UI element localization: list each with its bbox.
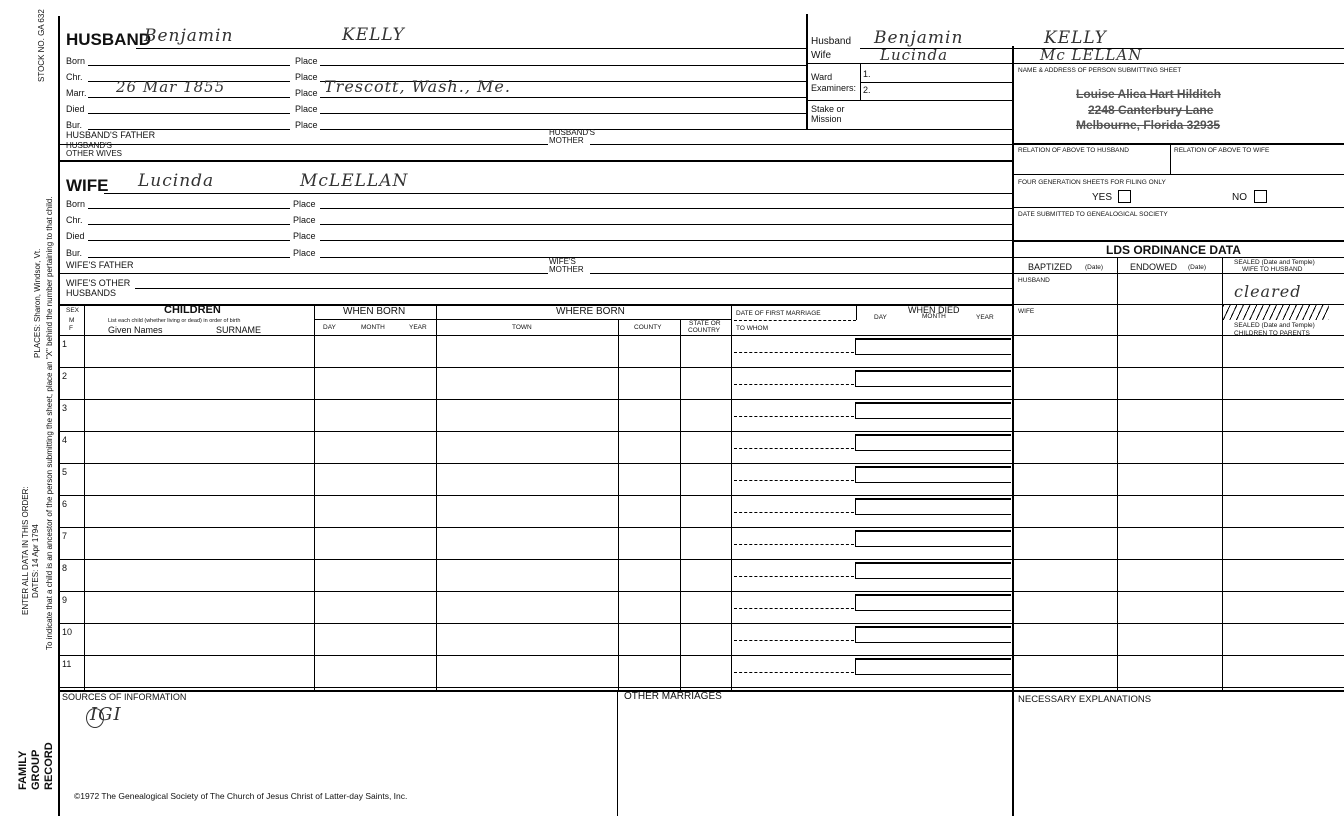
- when-died-field[interactable]: [855, 562, 1011, 579]
- row-separator: [58, 623, 1344, 624]
- sex-label: SEX: [66, 307, 80, 314]
- children-instruction: List each child (whether living or dead) in order of birth: [108, 318, 241, 324]
- when-died-field[interactable]: [855, 338, 1011, 355]
- when-died-header: WHEN DIED: [908, 305, 960, 315]
- stake-label-2: Mission: [811, 114, 842, 124]
- places-instruction: PLACES: Sharon, Windsor, Vt.: [33, 248, 42, 358]
- row-separator: [58, 367, 1344, 368]
- endowed-label: ENDOWED: [1130, 262, 1177, 272]
- wife-died-label: Died: [66, 231, 85, 241]
- marriage-date[interactable]: 26 Mar 1855: [116, 78, 226, 96]
- lds-husband-label: HUSBAND: [1018, 277, 1050, 284]
- header-husband-label: Husband: [811, 36, 852, 47]
- submitter-name: Louise Alica Hart Hilditch: [1076, 87, 1221, 101]
- children-title: CHILDREN: [164, 304, 221, 316]
- other-marriages-label: OTHER MARRIAGES: [624, 691, 722, 702]
- sealed-wife-label-1: SEALED (Date and Temple): [1234, 259, 1315, 266]
- yes-checkbox[interactable]: [1118, 190, 1131, 203]
- row-number-1: 1: [62, 339, 68, 349]
- dates-instruction: DATES: 14 Apr 1794: [31, 524, 40, 598]
- when-died-field[interactable]: [855, 370, 1011, 387]
- header-husband-given[interactable]: Benjamin: [874, 28, 964, 48]
- where-born-header: WHERE BORN: [556, 306, 625, 317]
- form-title-family: FAMILY: [17, 750, 29, 790]
- when-born-header: WHEN BORN: [343, 306, 406, 317]
- husband-mother-label-1: HUSBAND'S: [549, 128, 595, 137]
- ward-label: Ward: [811, 72, 833, 82]
- husband-bur-label: Bur.: [66, 120, 83, 130]
- copyright-notice: ©1972 The Genealogical Society of The Church of Jesus Christ of Latter-day Saints, Inc.: [74, 791, 408, 801]
- header-wife-surname[interactable]: Mc LELLAN: [1040, 46, 1143, 64]
- wife-died-place-label: Place: [293, 231, 316, 241]
- row-number-9: 9: [62, 595, 68, 605]
- wife-other-husbands-label-1: WIFE'S OTHER: [66, 278, 131, 288]
- no-checkbox[interactable]: [1254, 190, 1267, 203]
- surname-header: SURNAME: [216, 325, 262, 335]
- lds-wife-label: WIFE: [1018, 308, 1035, 315]
- no-label: NO: [1232, 192, 1247, 203]
- wife-bur-place-label: Place: [293, 248, 316, 258]
- sex-m-label: M: [69, 317, 75, 324]
- marriage-dash-line: [734, 576, 854, 577]
- examiners-label: Examiners:: [811, 83, 857, 93]
- died-year-header: YEAR: [976, 314, 994, 321]
- when-died-field[interactable]: [855, 594, 1011, 611]
- husband-other-wives-label-1: HUSBAND'S: [66, 141, 112, 150]
- lds-title: LDS ORDINANCE DATA: [1106, 243, 1241, 257]
- wife-bur-label: Bur.: [66, 248, 83, 258]
- row-separator: [58, 591, 1344, 592]
- marriage-dash-line: [734, 416, 854, 417]
- submitter-label: NAME & ADDRESS OF PERSON SUBMITTING SHEET: [1018, 67, 1182, 74]
- row-separator: [58, 559, 1344, 560]
- submitter-street: 2248 Canterbury Lane: [1088, 103, 1214, 117]
- row-number-3: 3: [62, 403, 68, 413]
- when-died-field[interactable]: [855, 402, 1011, 419]
- relation-husband-label: RELATION OF ABOVE TO HUSBAND: [1018, 147, 1129, 154]
- husband-born-label: Born: [66, 56, 86, 66]
- row-number-8: 8: [62, 563, 68, 573]
- husband-given-name[interactable]: Benjamin: [144, 26, 234, 46]
- marriage-dash-line: [734, 544, 854, 545]
- marriage-dash-line: [734, 384, 854, 385]
- husband-bur-place-label: Place: [295, 120, 318, 130]
- husband-marr-label: Marr.: [66, 88, 87, 98]
- died-month-header: MONTH: [922, 313, 946, 320]
- husband-died-label: Died: [66, 104, 85, 114]
- wife-mother-label-2: MOTHER: [549, 265, 584, 274]
- ancestor-instruction: To indicate that a child is an ancestor of the person submitting the sheet, place an "X" behind the number pertaining to that child.: [45, 196, 54, 650]
- state-header-2: COUNTRY: [688, 327, 721, 334]
- wife-given-name[interactable]: Lucinda: [138, 171, 215, 191]
- stock-number: STOCK NO. GA 632: [37, 9, 46, 82]
- husband-father-label: HUSBAND'S FATHER: [66, 130, 156, 140]
- row-number-2: 2: [62, 371, 68, 381]
- wife-born-place-label: Place: [293, 199, 316, 209]
- four-gen-label: FOUR GENERATION SHEETS FOR FILING ONLY: [1018, 179, 1166, 186]
- form-title-group: GROUP: [30, 749, 42, 790]
- husband-born-place-label: Place: [295, 56, 318, 66]
- when-died-field[interactable]: [855, 626, 1011, 643]
- form-title-record: RECORD: [43, 742, 55, 790]
- row-separator: [58, 655, 1344, 656]
- sealed-cleared-note[interactable]: cleared: [1234, 282, 1302, 301]
- to-whom-header: TO WHOM: [736, 325, 769, 332]
- sources-handwritten[interactable]: IGI: [90, 704, 122, 725]
- wife-surname[interactable]: McLELLAN: [300, 171, 409, 191]
- born-month-header: MONTH: [361, 324, 385, 331]
- header-wife-label: Wife: [811, 50, 831, 61]
- husband-marr-place-label: Place: [295, 88, 318, 98]
- husband-chr-place-label: Place: [295, 72, 318, 82]
- marriage-place[interactable]: Trescott, Wash., Me.: [324, 77, 511, 96]
- sealed-children-label-1: SEALED (Date and Temple): [1234, 322, 1315, 329]
- marriage-dash-line: [734, 640, 854, 641]
- husband-heading: HUSBAND: [66, 30, 151, 49]
- sex-f-label: F: [69, 325, 73, 332]
- wife-born-label: Born: [66, 199, 86, 209]
- sealed-wife-label-2: WIFE TO HUSBAND: [1242, 266, 1303, 273]
- died-day-header: DAY: [874, 314, 887, 321]
- born-year-header: YEAR: [409, 324, 427, 331]
- wife-heading: WIFE: [66, 176, 109, 195]
- row-separator: [58, 399, 1344, 400]
- wife-father-label: WIFE'S FATHER: [66, 260, 134, 270]
- examiner-1-number: 1.: [863, 69, 871, 79]
- row-number-4: 4: [62, 435, 68, 445]
- wife-chr-place-label: Place: [293, 215, 316, 225]
- born-day-header: DAY: [323, 324, 336, 331]
- order-instruction: ENTER ALL DATA IN THIS ORDER:: [21, 486, 30, 615]
- husband-mother-label-2: MOTHER: [549, 136, 584, 145]
- row-number-6: 6: [62, 499, 68, 509]
- husband-other-wives-label-2: OTHER WIVES: [66, 149, 123, 158]
- husband-chr-label: Chr.: [66, 72, 83, 82]
- yes-label: YES: [1092, 192, 1113, 203]
- examiner-2-number: 2.: [863, 85, 871, 95]
- wife-other-husbands-label-2: HUSBANDS: [66, 288, 117, 298]
- husband-surname[interactable]: KELLY: [342, 25, 405, 45]
- marriage-dash-line: [734, 512, 854, 513]
- endowed-date-label: (Date): [1188, 264, 1207, 271]
- hatched-area: [1223, 305, 1329, 320]
- baptized-date-label: (Date): [1085, 264, 1104, 271]
- given-names-header: Given Names: [108, 325, 163, 335]
- stake-label-1: Stake or: [811, 104, 845, 114]
- when-died-field[interactable]: [855, 658, 1011, 675]
- husband-died-place-label: Place: [295, 104, 318, 114]
- row-separator: [58, 495, 1344, 496]
- relation-wife-label: RELATION OF ABOVE TO WIFE: [1174, 147, 1270, 154]
- necessary-explanations-label: NECESSARY EXPLANATIONS: [1018, 694, 1152, 705]
- marriage-dash-line: [734, 672, 854, 673]
- county-header: COUNTY: [634, 324, 662, 331]
- header-wife-given[interactable]: Lucinda: [880, 46, 949, 64]
- when-died-field[interactable]: [855, 434, 1011, 451]
- marriage-dash-line: [734, 352, 854, 353]
- row-number-5: 5: [62, 467, 68, 477]
- header-divider: [806, 14, 808, 130]
- circled-mark-icon: [86, 708, 104, 728]
- baptized-label: BAPTIZED: [1028, 262, 1073, 272]
- row-separator: [58, 687, 1344, 688]
- header-husband-surname[interactable]: KELLY: [1044, 28, 1107, 48]
- wife-chr-label: Chr.: [66, 215, 83, 225]
- when-died-field[interactable]: [855, 466, 1011, 483]
- row-separator: [58, 527, 1344, 528]
- left-border: [58, 16, 60, 816]
- row-number-7: 7: [62, 531, 68, 541]
- state-header-1: STATE OR: [689, 320, 721, 327]
- marriage-dash-line: [734, 448, 854, 449]
- row-separator: [58, 463, 1344, 464]
- when-died-field[interactable]: [855, 530, 1011, 547]
- sealed-children-label-2: CHILDREN TO PARENTS: [1234, 330, 1310, 337]
- sources-label: SOURCES OF INFORMATION: [62, 692, 187, 702]
- row-number-11: 11: [62, 659, 72, 669]
- row-number-10: 10: [62, 627, 73, 637]
- when-died-field[interactable]: [855, 498, 1011, 515]
- submitter-city: Melbourne, Florida 32935: [1076, 118, 1221, 132]
- row-separator: [58, 431, 1344, 432]
- town-header: TOWN: [512, 324, 532, 331]
- wife-mother-label-1: WIFE'S: [549, 257, 576, 266]
- first-marriage-header: DATE OF FIRST MARRIAGE: [736, 310, 821, 317]
- marriage-dash-line: [734, 480, 854, 481]
- date-submitted-label: DATE SUBMITTED TO GENEALOGICAL SOCIETY: [1018, 211, 1168, 218]
- marriage-dash-line: [734, 608, 854, 609]
